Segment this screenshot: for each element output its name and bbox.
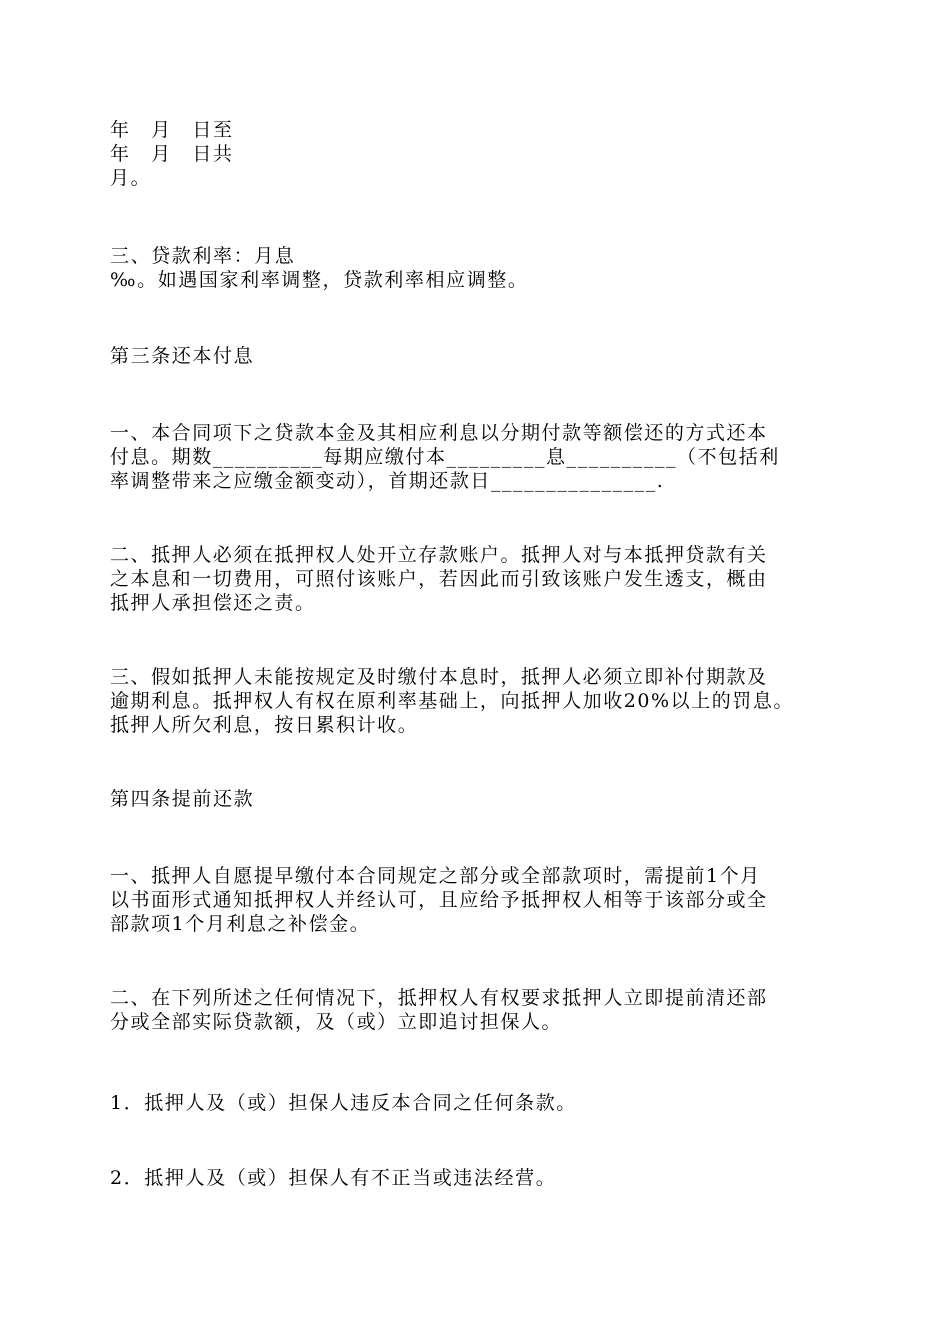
text-line: 逾期利息。抵押权人有权在原利率基础上，向抵押人加收20%以上的罚息。 (110, 690, 794, 712)
list-item: 2．抵押人及（或）担保人有不正当或违法经营。 (110, 1167, 557, 1189)
text-line: 三、假如抵押人未能按规定及时缴付本息时，抵押人必须立即补付期款及 (110, 666, 768, 688)
text-line: 率调整带来之应缴金额变动），首期还款日_______________. (110, 470, 665, 492)
text-line: 抵押人承担偿还之责。 (110, 592, 316, 614)
text-line: 年 月 日共 (110, 143, 234, 165)
text-line: 二、抵押人必须在抵押权人处开立存款账户。抵押人对与本抵押贷款有关 (110, 544, 768, 566)
section-heading: 第三条还本付息 (110, 345, 255, 367)
text-line: 以书面形式通知抵押权人并经认可，且应给予抵押权人相等于该部分或全 (110, 889, 768, 911)
text-line: 月。 (110, 167, 152, 189)
text-line: 之本息和一切费用，可照付该账户，若因此而引致该账户发生透支，概由 (110, 568, 768, 590)
text-line: 付息。期数__________每期应缴付本_________息__________（不包括利 (110, 446, 780, 468)
text-line: 一、抵押人自愿提早缴付本合同规定之部分或全部款项时，需提前1个月 (110, 865, 761, 887)
date-range-block (110, 118, 845, 190)
article-4-clause-1 (110, 864, 845, 936)
article-4-item-2 (110, 1166, 845, 1190)
article-3-clause-2 (110, 543, 845, 615)
article-3-heading (110, 344, 845, 368)
article-4-clause-2 (110, 986, 845, 1034)
text-line: 抵押人所欠利息，按日累积计收。 (110, 714, 419, 736)
article-3-clause-1 (110, 421, 845, 493)
article-4-heading (110, 787, 845, 811)
text-line: 分或全部实际贷款额，及（或）立即追讨担保人。 (110, 1011, 563, 1033)
section-heading: 第四条提前还款 (110, 788, 255, 810)
text-line: 三、贷款利率：月息 (110, 245, 296, 267)
list-item: 1．抵押人及（或）担保人违反本合同之任何条款。 (110, 1092, 577, 1114)
text-line: 部款项1个月利息之补偿金。 (110, 913, 371, 935)
text-line: 年 月 日至 (110, 119, 234, 141)
interest-rate-block (110, 244, 845, 292)
text-line: 二、在下列所述之任何情况下，抵押权人有权要求抵押人立即提前清还部 (110, 987, 768, 1009)
article-4-item-1 (110, 1091, 845, 1115)
text-line: ‰。如遇国家利率调整，贷款利率相应调整。 (110, 269, 529, 291)
text-line: 一、本合同项下之贷款本金及其相应利息以分期付款等额偿还的方式还本 (110, 422, 768, 444)
article-3-clause-3 (110, 665, 845, 737)
